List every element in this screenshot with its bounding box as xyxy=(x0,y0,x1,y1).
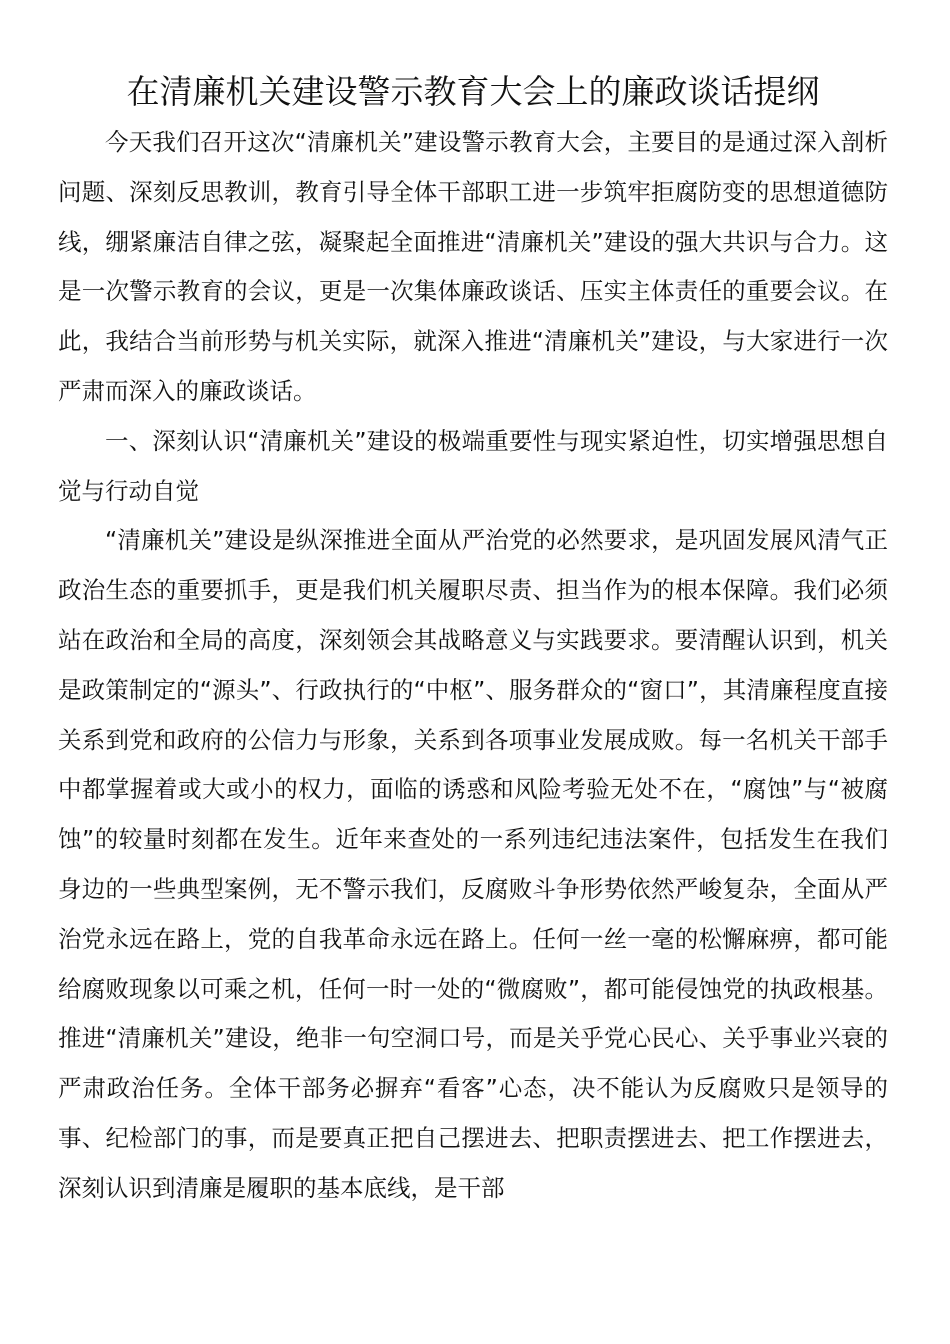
document-title: 在清廉机关建设警示教育大会上的廉政谈话提纲 xyxy=(126,72,820,111)
body-paragraph: “清廉机关”建设是纵深推进全面从严治党的必然要求，是巩固发展风清气正政治生态的重要抓手，更是我们机关履职尽责、担当作为的根本保障。我们必须站在政治和全局的高度，深刻领会其战略意义与实践要求。要清醒认识到，机关是政策制定的“源头”、行政执行的“中枢”、服务群众的“窗口”，其清廉程度直接关系到党和政府的公信力与形象，关系到各项事业发展成败。每一名机关干部手中都掌握着或大或小的权力，面临的诱惑和风险考验无处不在，“腐蚀”与“被腐蚀”的较量时刻都在发生。近年来查处的一系列违纪违法案件，包括发生在我们身边的一些典型案例，无不警示我们，反腐败斗争形势依然严峻复杂，全面从严治党永远在路上，党的自我革命永远在路上。任何一丝一毫的松懈麻痹，都可能给腐败现象以可乘之机，任何一时一处的“微腐败”，都可能侵蚀党的执政根基。推进“清廉机关”建设，绝非一句空洞口号，而是关乎党心民心、关乎事业兴衰的严肃政治任务。全体干部务必摒弃“看客”心态，决不能认为反腐败只是领导的事、纪检部门的事，而是要真正把自己摆进去、把职责摆进去、把工作摆进去，深刻认识到清廉是履职的基本底线，是干部 xyxy=(58,526,888,1202)
intro-paragraph: 今天我们召开这次“清廉机关”建设警示教育大会，主要目的是通过深入剖析问题、深刻反思教训，教育引导全体干部职工进一步筑牢拒腐防变的思想道德防线，绷紧廉洁自律之弦，凝聚起全面推进“清廉机关”建设的强大共识与合力。这是一次警示教育的会议，更是一次集体廉政谈话、压实主体责任的重要会议。在此，我结合当前形势与机关实际，就深入推进“清廉机关”建设，与大家进行一次严肃而深入的廉政谈话。 xyxy=(58,128,888,405)
section-heading-1: 一、深刻认识“清廉机关”建设的极端重要性与现实紧迫性，切实增强思想自觉与行动自觉 xyxy=(58,426,888,505)
